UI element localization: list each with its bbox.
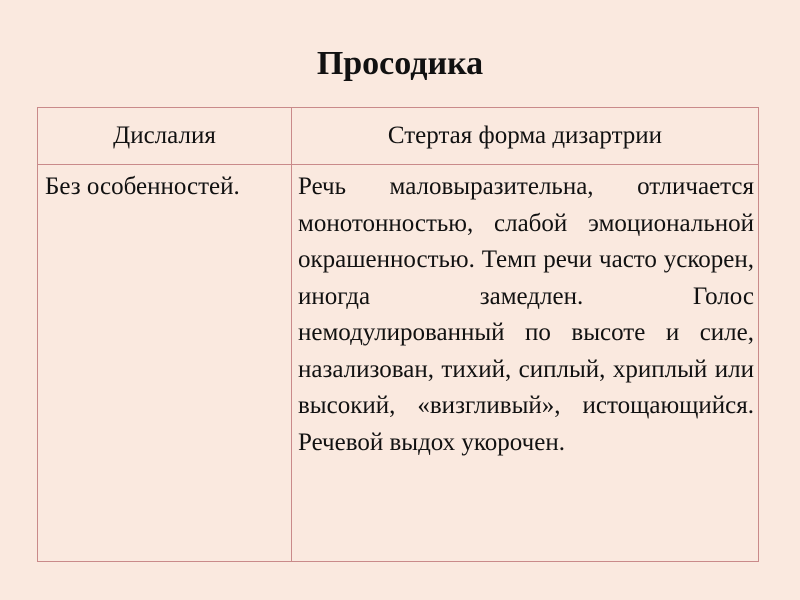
header-dysarthria: Стертая форма дизартрии [292, 108, 759, 165]
table-row [38, 165, 759, 562]
cell-dyslalia-prosody: Без особенностей. [38, 165, 292, 562]
header-dyslalia: Дислалия [38, 108, 292, 165]
table-header-row [38, 108, 759, 165]
comparison-table [37, 107, 759, 562]
cell-dysarthria-prosody: Речь маловыразительна, отличается монотонностью, слабой эмоциональной окрашенностью. Темп речи часто ускорен, иногда замедлен. Голос немодулированный по высоте и силе, назализован, тихий, сиплый, хриплый или высокий, «визгливый», истощающийся. Речевой выдох укорочен. [292, 165, 759, 562]
slide-title: Просодика [316, 45, 484, 82]
